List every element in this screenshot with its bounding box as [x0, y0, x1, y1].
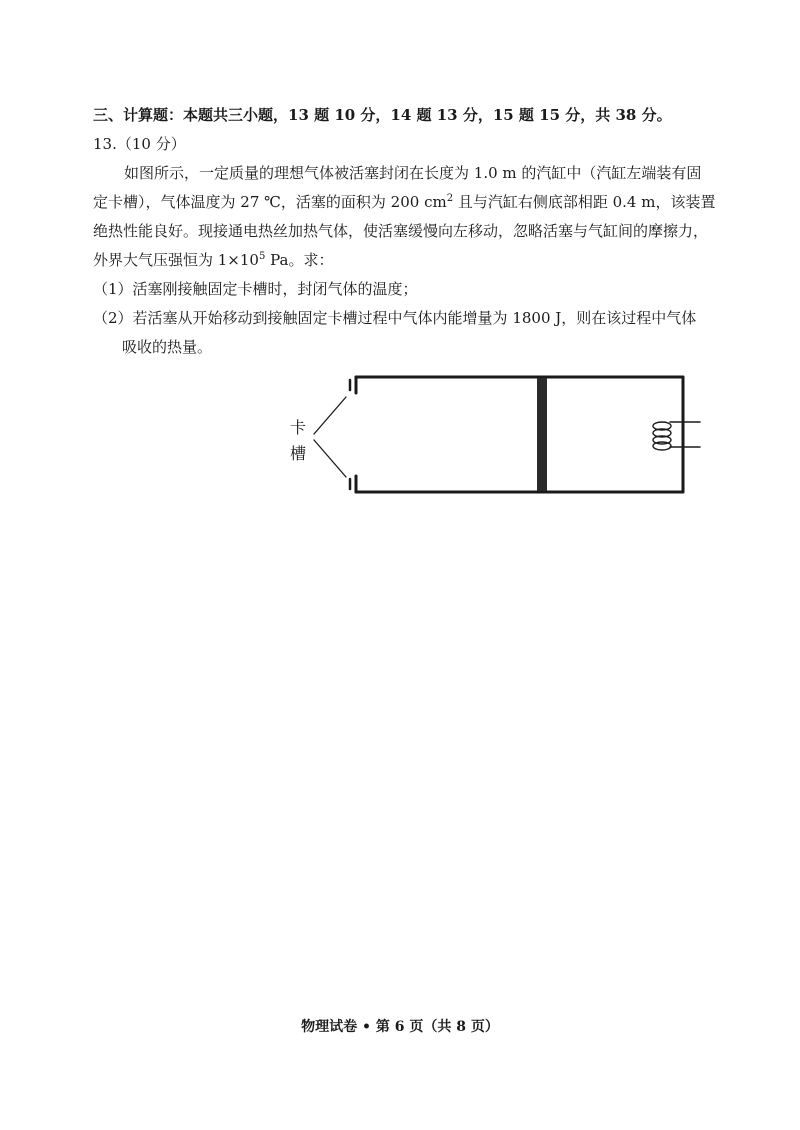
heater-coil-loop — [653, 442, 671, 450]
pressure-exponent: 5 — [258, 251, 266, 262]
question-2-line-2: 吸收的热量。 — [122, 338, 213, 356]
slot-label-char-1: 卡 — [290, 418, 307, 437]
question-1: （1）活塞刚接触固定卡槽时，封闭气体的温度； — [93, 280, 418, 298]
stem-line-2-part-b: 且与汽缸右侧底部相距 0.4 m，该装置 — [453, 193, 716, 211]
question-2-line-1: （2）若活塞从开始移动到接触固定卡槽过程中气体内能增量为 1800 J，则在该过程中气体 — [93, 309, 697, 327]
area-exponent: 2 — [446, 193, 454, 204]
page-footer: 物理试卷 • 第 6 页（共 8 页） — [301, 1019, 499, 1035]
slot-label-pointer-upper — [314, 397, 346, 434]
stem-line-4-part-b: Pa。求： — [265, 251, 334, 269]
stem-line-4-part-a: 外界大气压强恒为 1×10 — [93, 251, 259, 269]
problem-stem-line-1: 如图所示，一定质量的理想气体被活塞封闭在长度为 1.0 m 的汽缸中（汽缸左端装有固 — [124, 164, 702, 182]
problem-stem-line-3: 绝热性能良好。现接通电热丝加热气体，使活塞缓慢向左移动，忽略活塞与气缸间的摩擦力， — [93, 222, 709, 240]
slot-label-pointer-lower — [314, 440, 346, 477]
problem-number: 13.（10 分） — [93, 135, 186, 153]
section-heading: 三、计算题：本题共三小题，13 题 10 分，14 题 13 分，15 题 15 分，共 38 分。 — [93, 106, 672, 124]
slot-label-char-2: 槽 — [290, 444, 307, 463]
stem-line-2-part-a: 定卡槽），气体温度为 27 ℃，活塞的面积为 200 cm — [93, 193, 447, 211]
piston — [537, 378, 547, 491]
